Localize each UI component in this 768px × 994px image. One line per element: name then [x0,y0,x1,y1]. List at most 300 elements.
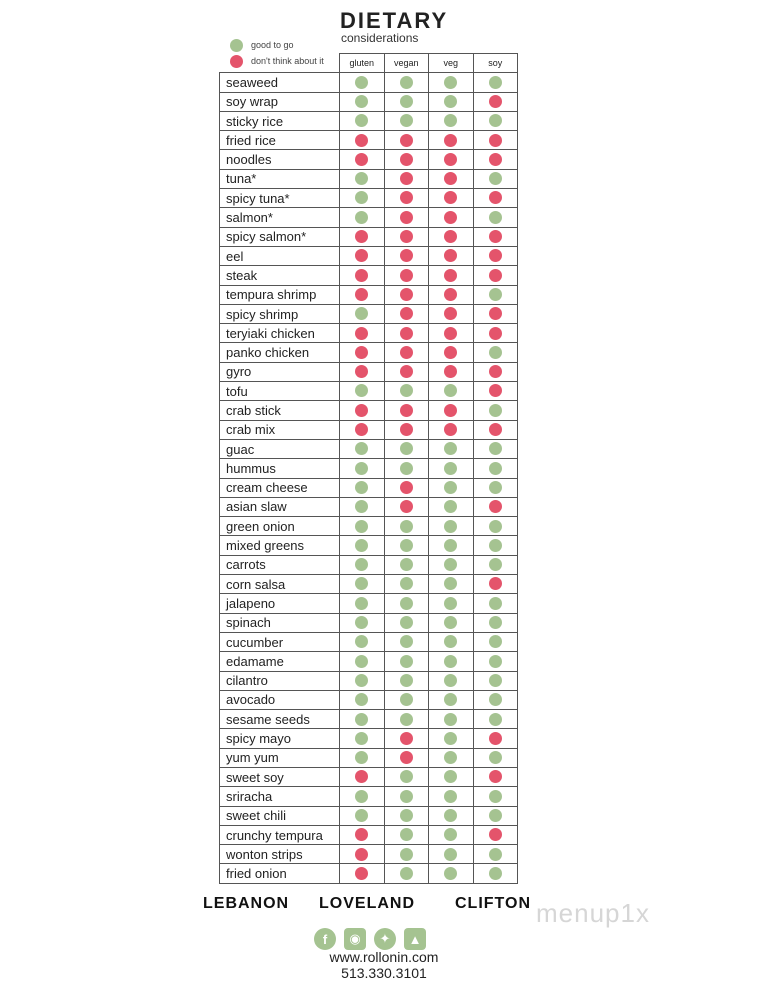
cell-vegan [384,150,429,169]
cell-soy [473,401,518,420]
good-dot-icon [400,558,413,571]
ingredient-name: eel [220,246,340,265]
bad-dot-icon [444,191,457,204]
good-dot-icon [444,809,457,822]
good-dot-icon [444,462,457,475]
cell-soy [473,825,518,844]
table-row [220,575,518,594]
bad-dot-icon [400,172,413,185]
table-row [220,92,518,111]
bad-dot-icon [489,95,502,108]
good-dot-icon [355,577,368,590]
cell-veg [429,439,474,458]
good-dot-icon [489,867,502,880]
cell-vegan [384,227,429,246]
cell-vegan [384,246,429,265]
cell-vegan [384,478,429,497]
bad-dot-icon [400,269,413,282]
column-header-veg: veg [429,54,474,73]
table-row [220,497,518,516]
good-dot-icon [444,95,457,108]
good-dot-icon [355,693,368,706]
good-dot-icon [400,616,413,629]
cell-vegan [384,864,429,883]
good-dot-icon [444,76,457,89]
cell-veg [429,632,474,651]
bad-dot-icon [400,346,413,359]
cell-soy [473,729,518,748]
bad-dot-icon [444,404,457,417]
good-dot-icon [355,674,368,687]
cell-soy [473,459,518,478]
table-row [220,825,518,844]
good-dot-icon [400,867,413,880]
bad-dot-icon [444,346,457,359]
good-dot-icon [489,76,502,89]
cell-veg [429,227,474,246]
table-row [220,150,518,169]
cell-vegan [384,189,429,208]
good-dot-icon [444,114,457,127]
ingredient-name: soy wrap [220,92,340,111]
good-dot-icon [400,462,413,475]
good-dot-icon [355,732,368,745]
bad-dot-icon [400,153,413,166]
table-row [220,304,518,323]
cell-soy [473,92,518,111]
table-row [220,748,518,767]
cell-soy [473,864,518,883]
cell-soy [473,575,518,594]
good-dot-icon [489,616,502,629]
bad-dot-icon [355,269,368,282]
cell-vegan [384,575,429,594]
good-dot-icon [355,597,368,610]
cell-vegan [384,845,429,864]
cell-veg [429,517,474,536]
table-row [220,787,518,806]
bad-dot-icon [489,269,502,282]
bad-dot-icon [444,153,457,166]
ingredient-name: teryiaki chicken [220,324,340,343]
ingredient-name: spicy tuna* [220,189,340,208]
bad-dot-icon [355,153,368,166]
ingredient-name: sriracha [220,787,340,806]
cell-veg [429,73,474,92]
bad-dot-icon [489,384,502,397]
cell-vegan [384,748,429,767]
bad-dot-icon [355,288,368,301]
table-row [220,362,518,381]
good-dot-icon [355,462,368,475]
bad-dot-icon [489,249,502,262]
bad-dot-icon [400,191,413,204]
good-dot-icon [444,500,457,513]
good-dot-icon [400,790,413,803]
cell-gluten [340,420,385,439]
cell-gluten [340,382,385,401]
bad-dot-icon [444,172,457,185]
good-dot-icon [400,809,413,822]
cell-veg [429,266,474,285]
bad-dot-icon [400,211,413,224]
good-dot-icon [444,597,457,610]
cell-vegan [384,671,429,690]
good-dot-icon [400,114,413,127]
good-dot-icon [489,442,502,455]
bad-dot-icon [444,365,457,378]
cell-gluten [340,536,385,555]
table-row [220,864,518,883]
bad-dot-icon [489,732,502,745]
bad-dot-icon [489,365,502,378]
good-dot-icon [489,539,502,552]
ingredient-name: hummus [220,459,340,478]
bad-dot-icon [400,481,413,494]
cell-veg [429,497,474,516]
ingredient-name: fried rice [220,131,340,150]
cell-vegan [384,787,429,806]
website-link[interactable]: www.rollonin.com [329,949,439,965]
cell-soy [473,439,518,458]
good-dot-icon [355,520,368,533]
cell-soy [473,690,518,709]
cell-gluten [340,92,385,111]
cell-vegan [384,169,429,188]
good-dot-icon [355,76,368,89]
instagram-icon[interactable]: ◉ [344,928,366,950]
table-row [220,169,518,188]
ingredient-name: crab mix [220,420,340,439]
cell-gluten [340,478,385,497]
bad-dot-icon [355,828,368,841]
table-row [220,478,518,497]
bad-dot-icon [489,307,502,320]
good-dot-icon [489,635,502,648]
cell-vegan [384,131,429,150]
table-row [220,227,518,246]
good-dot-icon [444,616,457,629]
good-dot-icon [400,597,413,610]
cell-vegan [384,517,429,536]
cell-vegan [384,459,429,478]
good-dot-icon [355,211,368,224]
bad-dot-icon [400,404,413,417]
good-dot-icon [444,770,457,783]
cell-soy [473,150,518,169]
good-dot-icon [355,191,368,204]
ingredient-name: edamame [220,652,340,671]
bad-dot-icon [489,327,502,340]
good-dot-icon [444,520,457,533]
table-row [220,671,518,690]
snapchat-icon[interactable]: ▲ [404,928,426,950]
good-dot-icon [355,95,368,108]
page-subtitle: considerations [341,31,419,45]
cell-vegan [384,401,429,420]
cell-veg [429,401,474,420]
cell-gluten [340,767,385,786]
good-dot-icon [444,655,457,668]
ingredient-name: crunchy tempura [220,825,340,844]
facebook-icon[interactable]: f [314,928,336,950]
good-dot-icon [444,713,457,726]
bad-dot-icon [400,249,413,262]
cell-soy [473,73,518,92]
cell-vegan [384,304,429,323]
cell-soy [473,478,518,497]
cell-vegan [384,343,429,362]
table-row [220,111,518,130]
column-header-soy: soy [473,54,518,73]
legend-bad-label: don't think about it [251,56,324,66]
ingredient-name: crab stick [220,401,340,420]
good-dot-icon [489,655,502,668]
cell-vegan [384,266,429,285]
cell-vegan [384,285,429,304]
cell-vegan [384,208,429,227]
cell-vegan [384,382,429,401]
good-dot-icon [355,713,368,726]
bad-dot-icon [355,134,368,147]
table-row [220,189,518,208]
cell-gluten [340,285,385,304]
cell-gluten [340,227,385,246]
bad-dot-icon [489,828,502,841]
cell-gluten [340,169,385,188]
cell-veg [429,246,474,265]
good-dot-icon [489,172,502,185]
table-row [220,420,518,439]
good-dot-icon [355,809,368,822]
cell-soy [473,304,518,323]
cell-vegan [384,420,429,439]
cell-soy [473,613,518,632]
ingredient-name: spicy salmon* [220,227,340,246]
cell-gluten [340,189,385,208]
cell-veg [429,208,474,227]
cell-soy [473,285,518,304]
bad-dot-icon [355,404,368,417]
ingredient-name: spicy shrimp [220,304,340,323]
cell-soy [473,806,518,825]
cell-gluten [340,575,385,594]
cell-veg [429,382,474,401]
ingredient-name: sticky rice [220,111,340,130]
good-dot-icon [489,288,502,301]
ingredient-name: tuna* [220,169,340,188]
bad-dot-icon [400,732,413,745]
table-row [220,767,518,786]
good-dot-icon [355,500,368,513]
cell-veg [429,710,474,729]
table-row [220,555,518,574]
bad-dot-icon [489,134,502,147]
good-dot-icon [444,732,457,745]
cell-soy [473,594,518,613]
good-dot-icon [489,809,502,822]
good-dot-icon [489,751,502,764]
cell-veg [429,806,474,825]
good-dot-icon [444,867,457,880]
cell-soy [473,555,518,574]
table-row [220,324,518,343]
cell-veg [429,343,474,362]
bad-dot-icon [444,327,457,340]
cell-veg [429,845,474,864]
cell-vegan [384,73,429,92]
ingredient-name: steak [220,266,340,285]
location-lebanon: LEBANON [203,895,290,912]
table-row [220,73,518,92]
good-dot-icon [355,655,368,668]
good-dot-icon [489,790,502,803]
cell-gluten [340,671,385,690]
bad-dot-icon [400,307,413,320]
good-dot-icon [444,635,457,648]
cell-veg [429,304,474,323]
table-row [220,266,518,285]
good-dot-icon [489,462,502,475]
cell-veg [429,575,474,594]
good-dot-icon [444,693,457,706]
good-dot-icon [489,558,502,571]
bad-dot-icon [355,230,368,243]
table-row [220,517,518,536]
table-row [220,208,518,227]
cell-soy [473,787,518,806]
cell-gluten [340,845,385,864]
cell-gluten [340,324,385,343]
good-dot-icon [230,39,243,52]
ingredient-name: cucumber [220,632,340,651]
cell-veg [429,189,474,208]
cell-gluten [340,613,385,632]
cell-vegan [384,690,429,709]
cell-veg [429,864,474,883]
cell-soy [473,362,518,381]
good-dot-icon [489,693,502,706]
cell-vegan [384,825,429,844]
table-row [220,806,518,825]
cell-veg [429,594,474,613]
table-row [220,439,518,458]
cell-veg [429,787,474,806]
table-row [220,401,518,420]
cell-vegan [384,439,429,458]
cell-gluten [340,401,385,420]
cell-gluten [340,517,385,536]
ingredient-name: cilantro [220,671,340,690]
ingredient-name: tempura shrimp [220,285,340,304]
cell-vegan [384,710,429,729]
good-dot-icon [489,713,502,726]
cell-veg [429,825,474,844]
cell-gluten [340,652,385,671]
cell-gluten [340,710,385,729]
cell-veg [429,767,474,786]
cell-soy [473,767,518,786]
cell-vegan [384,594,429,613]
cell-gluten [340,266,385,285]
good-dot-icon [355,751,368,764]
cell-vegan [384,324,429,343]
cell-soy [473,246,518,265]
cell-vegan [384,497,429,516]
table-row [220,594,518,613]
cell-vegan [384,362,429,381]
phone-number: 513.330.3101 [341,965,427,981]
cell-soy [473,169,518,188]
good-dot-icon [400,95,413,108]
good-dot-icon [444,848,457,861]
ingredient-name: yum yum [220,748,340,767]
bad-dot-icon [444,288,457,301]
bad-dot-icon [489,153,502,166]
cell-gluten [340,131,385,150]
bad-dot-icon [444,269,457,282]
ingredient-name: seaweed [220,73,340,92]
cell-veg [429,131,474,150]
cell-veg [429,150,474,169]
location-loveland: LOVELAND [319,895,415,912]
cell-vegan [384,536,429,555]
twitter-icon[interactable]: ✦ [374,928,396,950]
cell-vegan [384,806,429,825]
ingredient-name: mixed greens [220,536,340,555]
ingredient-name: jalapeno [220,594,340,613]
good-dot-icon [444,558,457,571]
cell-gluten [340,729,385,748]
table-row [220,285,518,304]
good-dot-icon [355,790,368,803]
bad-dot-icon [355,867,368,880]
cell-soy [473,845,518,864]
good-dot-icon [355,539,368,552]
social-links [314,928,426,950]
cell-soy [473,227,518,246]
bad-dot-icon [355,770,368,783]
table-row [220,246,518,265]
cell-veg [429,652,474,671]
cell-veg [429,285,474,304]
table-row [220,652,518,671]
good-dot-icon [355,558,368,571]
cell-gluten [340,594,385,613]
cell-soy [473,208,518,227]
bad-dot-icon [400,230,413,243]
cell-veg [429,555,474,574]
good-dot-icon [400,577,413,590]
cell-soy [473,710,518,729]
bad-dot-icon [400,365,413,378]
ingredient-name: fried onion [220,864,340,883]
bad-dot-icon [355,423,368,436]
good-dot-icon [400,828,413,841]
good-dot-icon [489,520,502,533]
good-dot-icon [444,828,457,841]
cell-soy [473,632,518,651]
ingredient-name: spicy mayo [220,729,340,748]
cell-gluten [340,459,385,478]
cell-veg [429,111,474,130]
bad-dot-icon [444,249,457,262]
good-dot-icon [444,539,457,552]
ingredient-name: gyro [220,362,340,381]
bad-dot-icon [355,327,368,340]
table-header-row [220,54,518,73]
cell-veg [429,748,474,767]
